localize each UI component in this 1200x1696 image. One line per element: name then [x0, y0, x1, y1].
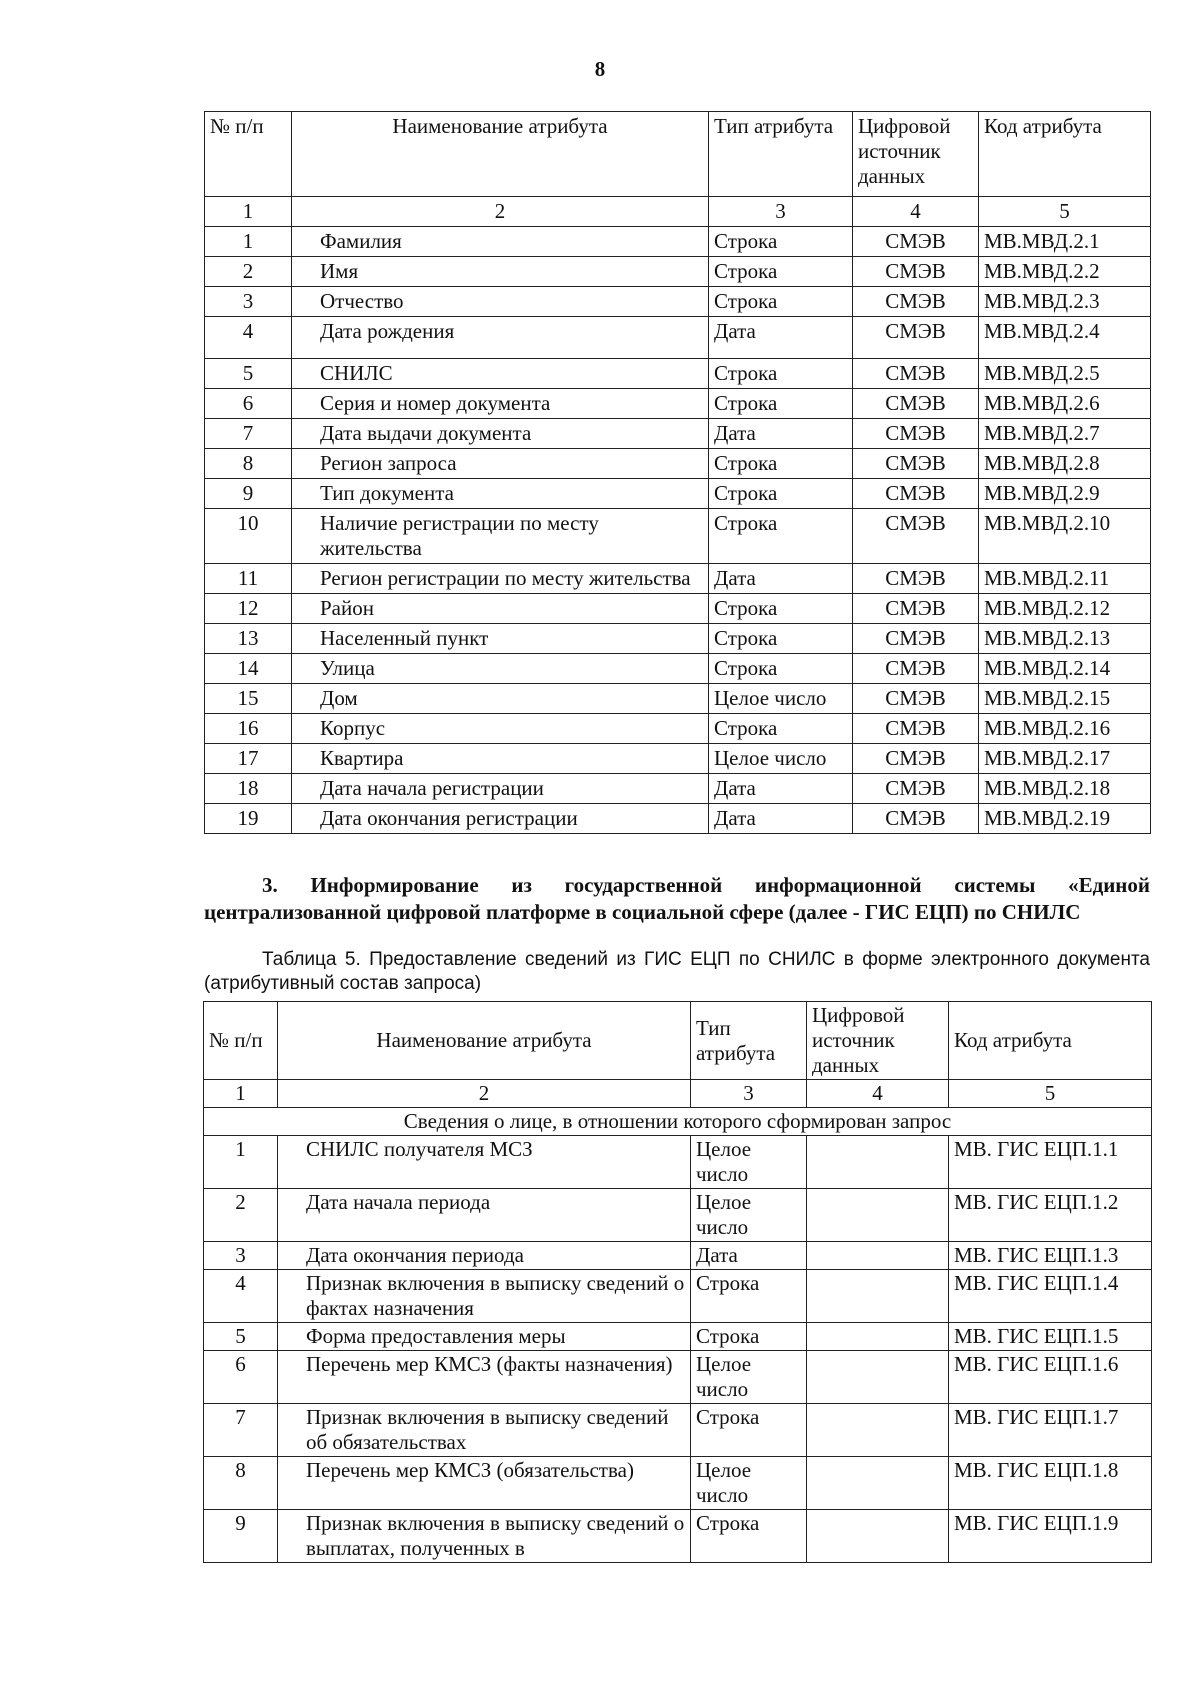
row-number: 5 — [205, 359, 292, 389]
attribute-code: МВ.МВД.2.5 — [979, 359, 1151, 389]
header-attribute-type: Тип атрибута — [691, 1002, 807, 1080]
column-number: 1 — [204, 1080, 278, 1108]
data-source: СМЭВ — [853, 509, 979, 564]
table-row — [205, 389, 1151, 419]
attribute-code: МВ. ГИС ЕЦП.1.5 — [949, 1323, 1152, 1351]
table-row — [204, 1351, 1152, 1404]
data-source — [807, 1323, 949, 1351]
attribute-code: МВ.МВД.2.18 — [979, 774, 1151, 804]
data-source: СМЭВ — [853, 419, 979, 449]
attribute-type: Строка — [709, 287, 853, 317]
attribute-type: Строка — [709, 449, 853, 479]
attribute-type: Целое число — [691, 1351, 807, 1404]
header-data-source: Цифровой источник данных — [807, 1002, 949, 1080]
row-number: 3 — [204, 1242, 278, 1270]
column-number: 4 — [853, 197, 979, 227]
table-row — [204, 1323, 1152, 1351]
attribute-code: МВ. ГИС ЕЦП.1.9 — [949, 1510, 1152, 1563]
table-row — [205, 714, 1151, 744]
attribute-name: Перечень мер КМСЗ (обязательства) — [278, 1457, 691, 1510]
attribute-name: Перечень мер КМСЗ (факты назначения) — [278, 1351, 691, 1404]
row-number: 15 — [205, 684, 292, 714]
table5-body — [204, 1136, 1152, 1563]
table-row — [205, 257, 1151, 287]
attribute-name: Дата выдачи документа — [292, 419, 709, 449]
table-row — [205, 654, 1151, 684]
attribute-type: Дата — [709, 419, 853, 449]
attribute-name: Дата рождения — [292, 317, 709, 359]
attribute-code: МВ. ГИС ЕЦП.1.2 — [949, 1189, 1152, 1242]
attribute-name: Имя — [292, 257, 709, 287]
data-source — [807, 1242, 949, 1270]
attribute-type: Строка — [709, 359, 853, 389]
attribute-code: МВ.МВД.2.14 — [979, 654, 1151, 684]
attribute-code: МВ.МВД.2.12 — [979, 594, 1151, 624]
header-number: № п/п — [205, 112, 292, 197]
attribute-code: МВ.МВД.2.16 — [979, 714, 1151, 744]
data-source: СМЭВ — [853, 564, 979, 594]
attribute-name: Регион запроса — [292, 449, 709, 479]
column-number-row — [205, 197, 1151, 227]
attribute-name: Район — [292, 594, 709, 624]
attribute-type: Целое число — [709, 744, 853, 774]
data-source — [807, 1270, 949, 1323]
data-source — [807, 1404, 949, 1457]
table-row — [205, 804, 1151, 834]
attributes-table-mvd — [204, 111, 1151, 834]
data-source — [807, 1136, 949, 1189]
attribute-code: МВ. ГИС ЕЦП.1.7 — [949, 1404, 1152, 1457]
table-row — [204, 1457, 1152, 1510]
attribute-type: Целое число — [691, 1136, 807, 1189]
attribute-name: Серия и номер документа — [292, 389, 709, 419]
attribute-name: Корпус — [292, 714, 709, 744]
data-source — [807, 1510, 949, 1563]
section-row — [204, 1108, 1152, 1136]
table-caption: Таблица 5. Предоставление сведений из ГИС ЕЦП по СНИЛС в форме электронного документа (атрибутивный состав запроса) — [204, 949, 1150, 994]
row-number: 13 — [205, 624, 292, 654]
attribute-name: Дата окончания периода — [278, 1242, 691, 1270]
attribute-type: Строка — [709, 509, 853, 564]
attribute-code: МВ.МВД.2.15 — [979, 684, 1151, 714]
section-number: 3. — [262, 873, 278, 897]
row-number: 10 — [205, 509, 292, 564]
row-number: 7 — [204, 1404, 278, 1457]
row-number: 1 — [204, 1136, 278, 1189]
table-row — [205, 594, 1151, 624]
attribute-code: МВ.МВД.2.17 — [979, 744, 1151, 774]
row-number: 4 — [205, 317, 292, 359]
attribute-type: Строка — [691, 1270, 807, 1323]
data-source — [807, 1351, 949, 1404]
attribute-name: СНИЛС — [292, 359, 709, 389]
attribute-code: МВ.МВД.2.8 — [979, 449, 1151, 479]
attribute-type: Строка — [691, 1323, 807, 1351]
attribute-name: Квартира — [292, 744, 709, 774]
column-number: 3 — [691, 1080, 807, 1108]
header-number: № п/п — [204, 1002, 278, 1080]
attribute-type: Целое число — [691, 1189, 807, 1242]
table-row — [205, 449, 1151, 479]
row-number: 9 — [205, 479, 292, 509]
attribute-code: МВ.МВД.2.7 — [979, 419, 1151, 449]
attribute-name: Форма предоставления меры — [278, 1323, 691, 1351]
attribute-type: Дата — [709, 774, 853, 804]
row-number: 16 — [205, 714, 292, 744]
table-row — [205, 564, 1151, 594]
attribute-code: МВ.МВД.2.1 — [979, 227, 1151, 257]
attribute-type: Строка — [709, 479, 853, 509]
attribute-type: Целое число — [691, 1457, 807, 1510]
page-number: 8 — [594, 57, 606, 81]
attribute-code: МВ.МВД.2.3 — [979, 287, 1151, 317]
table-row — [204, 1242, 1152, 1270]
data-source: СМЭВ — [853, 774, 979, 804]
attribute-type: Дата — [709, 564, 853, 594]
data-source: СМЭВ — [853, 684, 979, 714]
row-number: 3 — [205, 287, 292, 317]
attribute-type: Дата — [691, 1242, 807, 1270]
attribute-name: Отчество — [292, 287, 709, 317]
attribute-type: Строка — [709, 624, 853, 654]
data-source: СМЭВ — [853, 744, 979, 774]
row-number: 18 — [205, 774, 292, 804]
attribute-type: Строка — [709, 654, 853, 684]
attribute-code: МВ. ГИС ЕЦП.1.1 — [949, 1136, 1152, 1189]
row-number: 8 — [205, 449, 292, 479]
table-row — [204, 1136, 1152, 1189]
header-attribute-name: Наименование атрибута — [278, 1002, 691, 1080]
row-number: 5 — [204, 1323, 278, 1351]
attributes-table-gis-ecp — [203, 1001, 1152, 1563]
attribute-type: Целое число — [709, 684, 853, 714]
attribute-type: Строка — [691, 1404, 807, 1457]
table-row — [205, 744, 1151, 774]
data-source: СМЭВ — [853, 359, 979, 389]
row-number: 7 — [205, 419, 292, 449]
attribute-name: Населенный пункт — [292, 624, 709, 654]
attribute-code: МВ.МВД.2.2 — [979, 257, 1151, 287]
row-number: 6 — [204, 1351, 278, 1404]
table-row — [205, 359, 1151, 389]
row-number: 1 — [205, 227, 292, 257]
attribute-name: Признак включения в выписку сведений о выплатах, полученных в — [278, 1510, 691, 1563]
data-source: СМЭВ — [853, 257, 979, 287]
header-attribute-name: Наименование атрибута — [292, 112, 709, 197]
data-source: СМЭВ — [853, 389, 979, 419]
header-attribute-code: Код атрибута — [979, 112, 1151, 197]
attribute-type: Дата — [709, 317, 853, 359]
attribute-type: Строка — [709, 227, 853, 257]
attribute-name: Признак включения в выписку сведений о фактах назначения — [278, 1270, 691, 1323]
column-number: 2 — [278, 1080, 691, 1108]
attribute-code: МВ.МВД.2.13 — [979, 624, 1151, 654]
attribute-type: Строка — [709, 389, 853, 419]
table-row — [205, 419, 1151, 449]
row-number: 12 — [205, 594, 292, 624]
column-number: 1 — [205, 197, 292, 227]
header-data-source: Цифровой источник данных — [853, 112, 979, 197]
header-attribute-type: Тип атрибута — [709, 112, 853, 197]
row-number: 2 — [204, 1189, 278, 1242]
data-source — [807, 1189, 949, 1242]
table-header-row — [205, 112, 1151, 197]
row-number: 19 — [205, 804, 292, 834]
attribute-code: МВ.МВД.2.10 — [979, 509, 1151, 564]
table-row — [205, 624, 1151, 654]
table-header-row — [204, 1002, 1152, 1080]
data-source: СМЭВ — [853, 479, 979, 509]
table-row — [204, 1189, 1152, 1242]
column-number: 3 — [709, 197, 853, 227]
row-number: 8 — [204, 1457, 278, 1510]
row-number: 14 — [205, 654, 292, 684]
attribute-name: Дата начала регистрации — [292, 774, 709, 804]
attribute-code: МВ.МВД.2.4 — [979, 317, 1151, 359]
attribute-code: МВ.МВД.2.11 — [979, 564, 1151, 594]
row-number: 11 — [205, 564, 292, 594]
data-source — [807, 1457, 949, 1510]
attribute-name: Дом — [292, 684, 709, 714]
table-row — [205, 479, 1151, 509]
row-number: 2 — [205, 257, 292, 287]
table-row — [205, 227, 1151, 257]
row-number: 4 — [204, 1270, 278, 1323]
attribute-name: Признак включения в выписку сведений об обязательствах — [278, 1404, 691, 1457]
attribute-type: Строка — [709, 714, 853, 744]
attribute-name: Тип документа — [292, 479, 709, 509]
data-source: СМЭВ — [853, 449, 979, 479]
column-number: 5 — [979, 197, 1151, 227]
data-source: СМЭВ — [853, 714, 979, 744]
data-source: СМЭВ — [853, 624, 979, 654]
table-row — [205, 287, 1151, 317]
attribute-code: МВ.МВД.2.19 — [979, 804, 1151, 834]
column-number: 4 — [807, 1080, 949, 1108]
column-number-row — [204, 1080, 1152, 1108]
column-number: 2 — [292, 197, 709, 227]
attribute-name: Дата окончания регистрации — [292, 804, 709, 834]
attribute-type: Дата — [709, 804, 853, 834]
row-number: 17 — [205, 744, 292, 774]
table-row — [205, 684, 1151, 714]
attribute-code: МВ.МВД.2.6 — [979, 389, 1151, 419]
attribute-type: Строка — [709, 594, 853, 624]
table-row — [205, 509, 1151, 564]
table-row — [204, 1404, 1152, 1457]
attribute-name: Фамилия — [292, 227, 709, 257]
row-number: 9 — [204, 1510, 278, 1563]
attribute-code: МВ. ГИС ЕЦП.1.8 — [949, 1457, 1152, 1510]
table-row — [204, 1510, 1152, 1563]
data-source: СМЭВ — [853, 227, 979, 257]
data-source: СМЭВ — [853, 654, 979, 684]
attribute-code: МВ. ГИС ЕЦП.1.6 — [949, 1351, 1152, 1404]
attribute-type: Строка — [709, 257, 853, 287]
table-row — [204, 1270, 1152, 1323]
attribute-name: Дата начала периода — [278, 1189, 691, 1242]
attribute-code: МВ. ГИС ЕЦП.1.4 — [949, 1270, 1152, 1323]
attribute-name: СНИЛС получателя МСЗ — [278, 1136, 691, 1189]
data-source: СМЭВ — [853, 804, 979, 834]
row-number: 6 — [205, 389, 292, 419]
attribute-code: МВ. ГИС ЕЦП.1.3 — [949, 1242, 1152, 1270]
column-number: 5 — [949, 1080, 1152, 1108]
attribute-name: Регион регистрации по месту жительства — [292, 564, 709, 594]
data-source: СМЭВ — [853, 594, 979, 624]
table-row — [205, 774, 1151, 804]
table-row — [205, 317, 1151, 359]
attribute-name: Улица — [292, 654, 709, 684]
attribute-type: Строка — [691, 1510, 807, 1563]
header-attribute-code: Код атрибута — [949, 1002, 1152, 1080]
section-title: Информирование из государственной информационной системы «Единой централизованной цифровой платформе в социальной сфере (далее - ГИС ЕЦП) по СНИЛС — [204, 873, 1150, 924]
section-heading — [204, 872, 1150, 926]
table1-body — [205, 227, 1151, 834]
data-source: СМЭВ — [853, 317, 979, 359]
attribute-name: Наличие регистрации по месту жительства — [292, 509, 709, 564]
data-source: СМЭВ — [853, 287, 979, 317]
attribute-code: МВ.МВД.2.9 — [979, 479, 1151, 509]
section-row-label: Сведения о лице, в отношении которого сформирован запрос — [204, 1108, 1152, 1136]
